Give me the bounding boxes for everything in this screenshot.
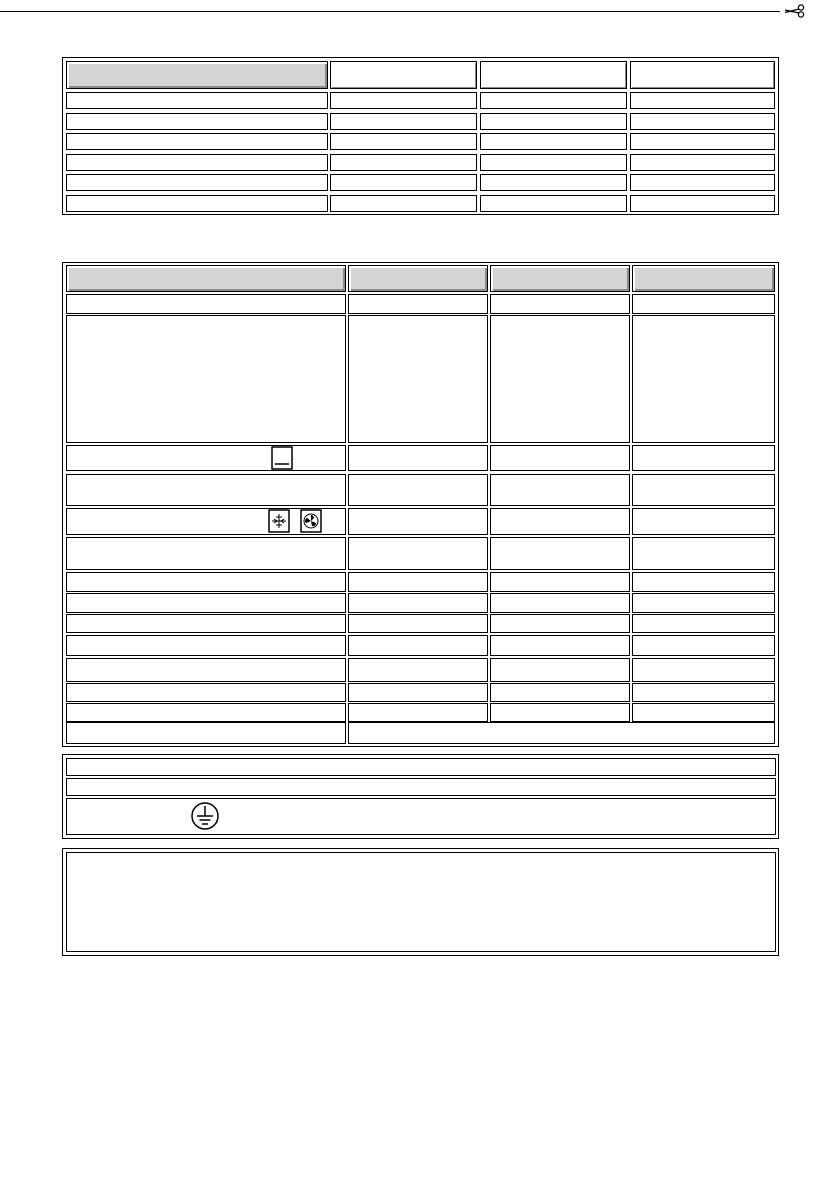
table-2-row-11-cell-1 — [66, 658, 346, 682]
table-2-row-7-cell-1 — [66, 572, 346, 592]
table-2-row-4-cell-3 — [490, 474, 630, 506]
table-2-header-cell-1 — [66, 265, 346, 292]
table-2-row-4-cell-4 — [632, 474, 775, 506]
table-2-row-9-cell-2 — [348, 614, 488, 633]
table-2-row-13-cell-1 — [66, 703, 346, 722]
table-2-row-8-cell-2 — [348, 593, 488, 613]
table-2-row-8-cell-3 — [490, 593, 630, 613]
electrical-row-1 — [66, 758, 776, 776]
table-1-row-4-cell-3 — [480, 154, 627, 171]
table-1-row-3-cell-1 — [66, 133, 328, 150]
table-1-header-cell-4 — [630, 61, 775, 89]
table-1-row-3-cell-2 — [330, 133, 477, 150]
table-2-row-1-cell-4 — [632, 294, 775, 314]
table-2-row-6-cell-4 — [632, 537, 775, 570]
table-2-row-1-cell-1 — [66, 294, 346, 314]
table-2-row-5-cell-2 — [348, 508, 488, 535]
table-2-row-9-cell-1 — [66, 614, 346, 633]
table-2-row-7-cell-4 — [632, 572, 775, 592]
table-2-row-8-cell-1 — [66, 593, 346, 613]
scissors-icon — [784, 4, 806, 18]
table-2-row-11-cell-2 — [348, 658, 488, 682]
electrical-row-2 — [66, 778, 776, 796]
table-2-row-12-cell-4 — [632, 683, 775, 702]
table-2-row-2-cell-4 — [632, 315, 775, 443]
table-1-row-3-cell-4 — [630, 133, 775, 150]
table-2-row-13-cell-3 — [490, 703, 630, 722]
table-2-row-2-cell-3 — [490, 315, 630, 443]
table-2-row-10-cell-2 — [348, 635, 488, 656]
table-1-row-5-cell-2 — [330, 174, 477, 191]
table-2-row-15-merged-value — [348, 722, 775, 744]
table-2-row-10-cell-3 — [490, 635, 630, 656]
table-2-row-6-cell-3 — [490, 537, 630, 570]
refrigerator-compartment-icon — [271, 446, 293, 470]
table-2-row-9-cell-4 — [632, 614, 775, 633]
table-2-row-3-cell-2 — [348, 445, 488, 471]
table-1-row-1-cell-2 — [330, 92, 477, 109]
freezer-fan-icon — [268, 509, 290, 533]
table-2-row-1-cell-2 — [348, 294, 488, 314]
table-2-header-cell-2 — [348, 265, 488, 292]
table-2-header-cell-3 — [490, 265, 630, 292]
table-2-row-12-cell-2 — [348, 683, 488, 702]
table-2-row-4-cell-2 — [348, 474, 488, 506]
table-2-row-13-cell-2 — [348, 703, 488, 722]
table-1-row-6-cell-2 — [330, 195, 477, 212]
table-1-row-2-cell-2 — [330, 113, 477, 130]
table-2-row-12-cell-1 — [66, 683, 346, 702]
table-2-row-5-cell-3 — [490, 508, 630, 535]
table-1-row-6-cell-4 — [630, 195, 775, 212]
table-2-row-2-cell-2 — [348, 315, 488, 443]
table-1-row-2-cell-3 — [480, 113, 627, 130]
table-1-row-1-cell-4 — [630, 92, 775, 109]
table-1-row-2-cell-1 — [66, 113, 328, 130]
protective-earth-icon — [188, 801, 222, 831]
table-2-row-3-cell-1 — [66, 445, 346, 471]
table-2-row-9-cell-3 — [490, 614, 630, 633]
table-1-row-3-cell-3 — [480, 133, 627, 150]
table-1-row-5-cell-4 — [630, 174, 775, 191]
table-2-row-10-cell-4 — [632, 635, 775, 656]
table-1-row-2-cell-4 — [630, 113, 775, 130]
table-2-row-7-cell-2 — [348, 572, 488, 592]
table-2-row-11-cell-4 — [632, 658, 775, 682]
cut-line — [0, 11, 780, 12]
table-1-header-cell-2 — [330, 61, 477, 89]
table-2-row-12-cell-3 — [490, 683, 630, 702]
fan-icon — [300, 509, 322, 533]
table-1-row-1-cell-1 — [66, 92, 328, 109]
table-1-row-4-cell-2 — [330, 154, 477, 171]
table-2-row-11-cell-3 — [490, 658, 630, 682]
table-2-row-7-cell-3 — [490, 572, 630, 592]
table-2-row-3-cell-3 — [490, 445, 630, 471]
table-2-row-3-cell-4 — [632, 445, 775, 471]
table-2-row-6-cell-2 — [348, 537, 488, 570]
notes-inner — [66, 852, 776, 952]
table-2-row-13-cell-4 — [632, 703, 775, 722]
table-2-row-2-cell-1 — [66, 315, 346, 443]
table-1-header-cell-1 — [66, 61, 328, 89]
table-1-row-6-cell-1 — [66, 195, 328, 212]
table-1-row-5-cell-3 — [480, 174, 627, 191]
table-2-row-15-label — [66, 722, 346, 744]
table-2-row-1-cell-3 — [490, 294, 630, 314]
electrical-row-3 — [66, 798, 776, 835]
table-1-row-4-cell-4 — [630, 154, 775, 171]
table-1-row-6-cell-3 — [480, 195, 627, 212]
table-2-row-4-cell-1 — [66, 474, 346, 506]
table-1-header-cell-3 — [480, 61, 627, 89]
table-2-row-8-cell-4 — [632, 593, 775, 613]
table-2-row-6-cell-1 — [66, 537, 346, 570]
table-1-row-1-cell-3 — [480, 92, 627, 109]
table-2-header-cell-4 — [632, 265, 775, 292]
table-2-row-5-cell-4 — [632, 508, 775, 535]
table-1-row-4-cell-1 — [66, 154, 328, 171]
table-1-row-5-cell-1 — [66, 174, 328, 191]
table-2-row-10-cell-1 — [66, 635, 346, 656]
